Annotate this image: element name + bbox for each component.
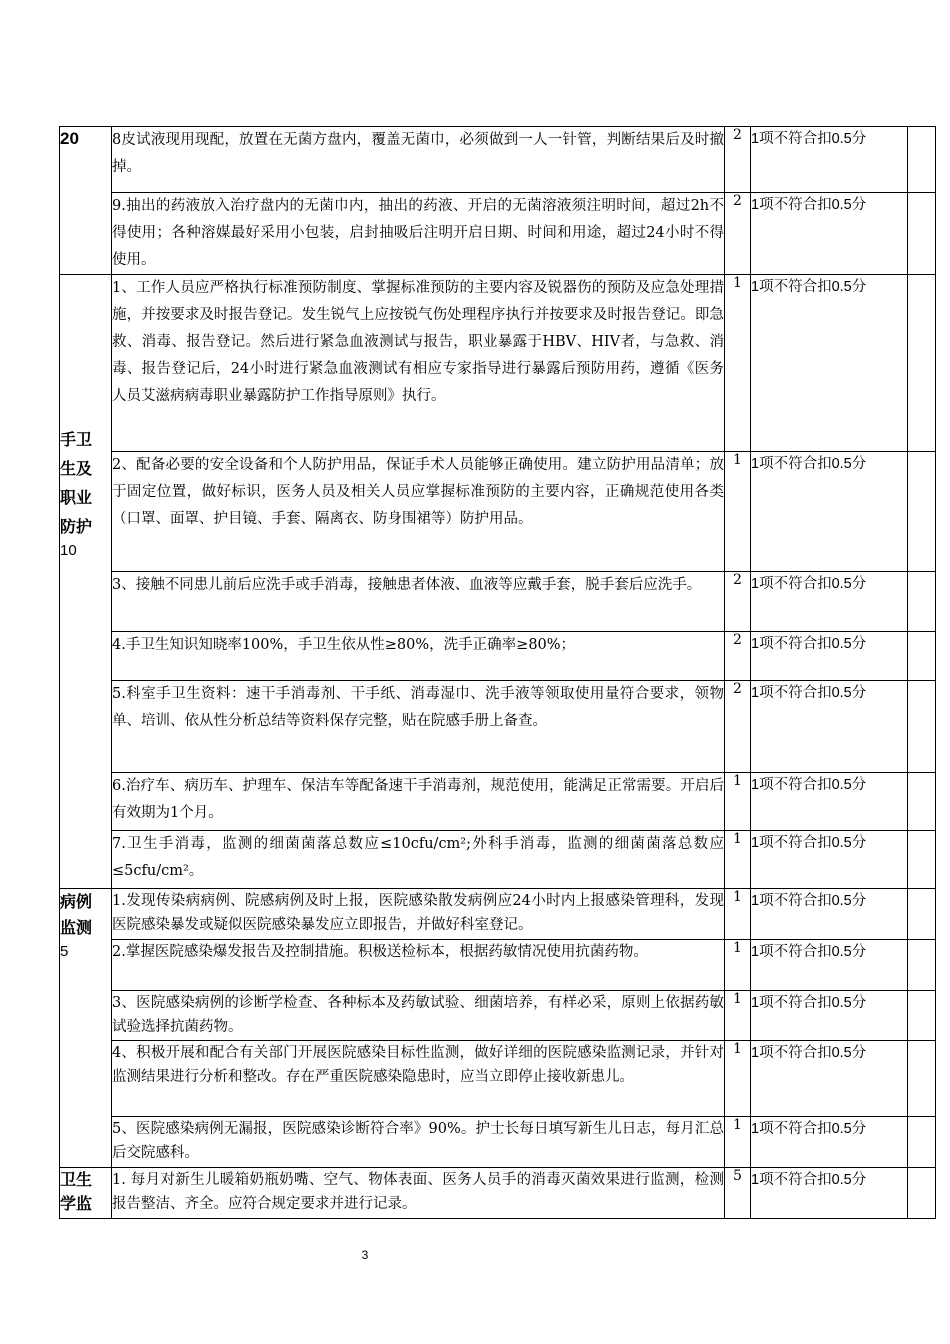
deduction-cell: 1项不符合扣0.5分 <box>751 773 908 831</box>
table-row <box>60 572 936 632</box>
content-cell: 9.抽出的药液放入治疗盘内的无菌巾内，抽出的药液、开启的无菌溶液须注明时间，超过2h不得使用；各种溶媒最好采用小包装，启封抽吸后注明开启日期、时间和用途，超过24小时不得使用。 <box>112 193 725 275</box>
score-cell: 2 <box>725 632 751 681</box>
category-cell <box>60 889 112 1168</box>
score-cell: 5 <box>725 1168 751 1219</box>
table-row <box>60 1117 936 1168</box>
table-row <box>60 940 936 991</box>
table-row <box>60 127 936 193</box>
deduction-cell: 1项不符合扣0.5分 <box>751 572 908 632</box>
category-title: 卫生学监 <box>60 1170 93 1213</box>
table-row <box>60 1041 936 1117</box>
content-cell: 8皮试液现用现配，放置在无菌方盘内，覆盖无菌巾，必须做到一人一针管，判断结果后及时撤掉。 <box>112 127 725 193</box>
score-cell: 1 <box>725 831 751 889</box>
deduction-cell: 1项不符合扣0.5分 <box>751 452 908 572</box>
deduction-cell: 1项不符合扣0.5分 <box>751 991 908 1041</box>
content-cell: 2.掌握医院感染爆发报告及控制措施。积极送检标本，根据药敏情况使用抗菌药物。 <box>112 940 725 991</box>
category-score: 10 <box>60 542 77 559</box>
score-cell: 2 <box>725 681 751 773</box>
deduction-cell: 1项不符合扣0.5分 <box>751 193 908 275</box>
score-cell: 1 <box>725 275 751 452</box>
content-cell: 1、工作人员应严格执行标准预防制度、掌握标准预防的主要内容及锐器伤的预防及应急处理措施，并按要求及时报告登记。发生锐气上应按锐气伤处理程序执行并按要求及时报告登记。即急救、消毒、报告登记。然后进行紧急血液测试与报告，职业暴露于HBV、HIV者，与急救、消毒、报告登记后，24小时进行紧急血液测试有相应专家指导进行暴露后预防用药，遵循《医务人员艾滋病病毒职业暴露防护工作指导原则》执行。 <box>112 275 725 452</box>
score-cell: 1 <box>725 452 751 572</box>
score-cell: 1 <box>725 1041 751 1117</box>
category-cell <box>60 127 112 275</box>
table-row <box>60 889 936 940</box>
table-row <box>60 632 936 681</box>
category-score: 5 <box>60 943 69 960</box>
blank-cell <box>908 1117 936 1168</box>
table-row <box>60 193 936 275</box>
score-cell: 2 <box>725 572 751 632</box>
content-cell: 7.卫生手消毒，监测的细菌菌落总数应≤10cfu/cm²;外科手消毒，监测的细菌菌落总数应≤5cfu/cm²。 <box>112 831 725 889</box>
category-score: 20 <box>60 129 79 148</box>
table-row <box>60 452 936 572</box>
page-number: 3 <box>361 1248 369 1262</box>
content-cell: 5.科室手卫生资料：速干手消毒剂、干手纸、消毒湿巾、洗手液等领取使用量符合要求，领物单、培训、依从性分析总结等资料保存完整，贴在院感手册上备查。 <box>112 681 725 773</box>
blank-cell <box>908 275 936 452</box>
blank-cell <box>908 632 936 681</box>
category-title: 病例监测 <box>60 892 93 937</box>
table-row <box>60 1168 936 1219</box>
blank-cell <box>908 681 936 773</box>
content-cell: 4.手卫生知识知晓率100%，手卫生依从性≥80%，洗手正确率≥80%； <box>112 632 725 681</box>
blank-cell <box>908 991 936 1041</box>
evaluation-table <box>59 126 936 1219</box>
blank-cell <box>908 127 936 193</box>
content-cell: 5、医院感染病例无漏报，医院感染诊断符合率》90%。护士长每日填写新生儿日志，每月汇总后交院感科。 <box>112 1117 725 1168</box>
content-cell: 3、接触不同患儿前后应洗手或手消毒，接触患者体液、血液等应戴手套，脱手套后应洗手。 <box>112 572 725 632</box>
blank-cell <box>908 889 936 940</box>
content-cell: 1.发现传染病病例、院感病例及时上报，医院感染散发病例应24小时内上报感染管理科，发现医院感染暴发或疑似医院感染暴发应立即报告，并做好科室登记。 <box>112 889 725 940</box>
deduction-cell: 1项不符合扣0.5分 <box>751 1041 908 1117</box>
table-row <box>60 681 936 773</box>
score-cell: 1 <box>725 940 751 991</box>
content-cell: 4、积极开展和配合有关部门开展医院感染目标性监测，做好详细的医院感染监测记录，并针对监测结果进行分析和整改。存在严重医院感染隐患时，应当立即停止接收新患儿。 <box>112 1041 725 1117</box>
content-cell: 2、配备必要的安全设备和个人防护用品，保证手术人员能够正确使用。建立防护用品清单；放于固定位置，做好标识，医务人员及相关人员应掌握标准预防的主要内容，正确规范使用各类（口罩、面罩、护目镜、手套、隔离衣、防身围裙等）防护用品。 <box>112 452 725 572</box>
blank-cell <box>908 773 936 831</box>
score-cell: 1 <box>725 1117 751 1168</box>
content-cell: 3、医院感染病例的诊断学检查、各种标本及药敏试验、细菌培养，有样必采，原则上依据药敏试验选择抗菌药物。 <box>112 991 725 1041</box>
blank-cell <box>908 452 936 572</box>
blank-cell <box>908 831 936 889</box>
score-cell: 1 <box>725 991 751 1041</box>
table-row <box>60 991 936 1041</box>
deduction-cell: 1项不符合扣0.5分 <box>751 681 908 773</box>
deduction-cell: 1项不符合扣0.5分 <box>751 275 908 452</box>
category-title: 手卫生及职业防护 <box>60 430 93 536</box>
blank-cell <box>908 1168 936 1219</box>
score-cell: 2 <box>725 127 751 193</box>
deduction-cell: 1项不符合扣0.5分 <box>751 1168 908 1219</box>
deduction-cell: 1项不符合扣0.5分 <box>751 127 908 193</box>
content-cell: 1. 每月对新生儿暖箱奶瓶奶嘴、空气、物体表面、医务人员手的消毒灭菌效果进行监测，检测报告整洁、齐全。应符合规定要求并进行记录。 <box>112 1168 725 1219</box>
score-cell: 1 <box>725 889 751 940</box>
deduction-cell: 1项不符合扣0.5分 <box>751 940 908 991</box>
deduction-cell: 1项不符合扣0.5分 <box>751 831 908 889</box>
blank-cell <box>908 193 936 275</box>
score-cell: 2 <box>725 193 751 275</box>
content-cell: 6.治疗车、病历车、护理车、保洁车等配备速干手消毒剂，规范使用，能满足正常需要。开启后有效期为1个月。 <box>112 773 725 831</box>
deduction-cell: 1项不符合扣0.5分 <box>751 1117 908 1168</box>
table-row <box>60 275 936 452</box>
blank-cell <box>908 1041 936 1117</box>
score-cell: 1 <box>725 773 751 831</box>
deduction-cell: 1项不符合扣0.5分 <box>751 632 908 681</box>
deduction-cell: 1项不符合扣0.5分 <box>751 889 908 940</box>
category-cell <box>60 275 112 889</box>
blank-cell <box>908 572 936 632</box>
table-row <box>60 831 936 889</box>
category-cell <box>60 1168 112 1219</box>
table-row <box>60 773 936 831</box>
blank-cell <box>908 940 936 991</box>
